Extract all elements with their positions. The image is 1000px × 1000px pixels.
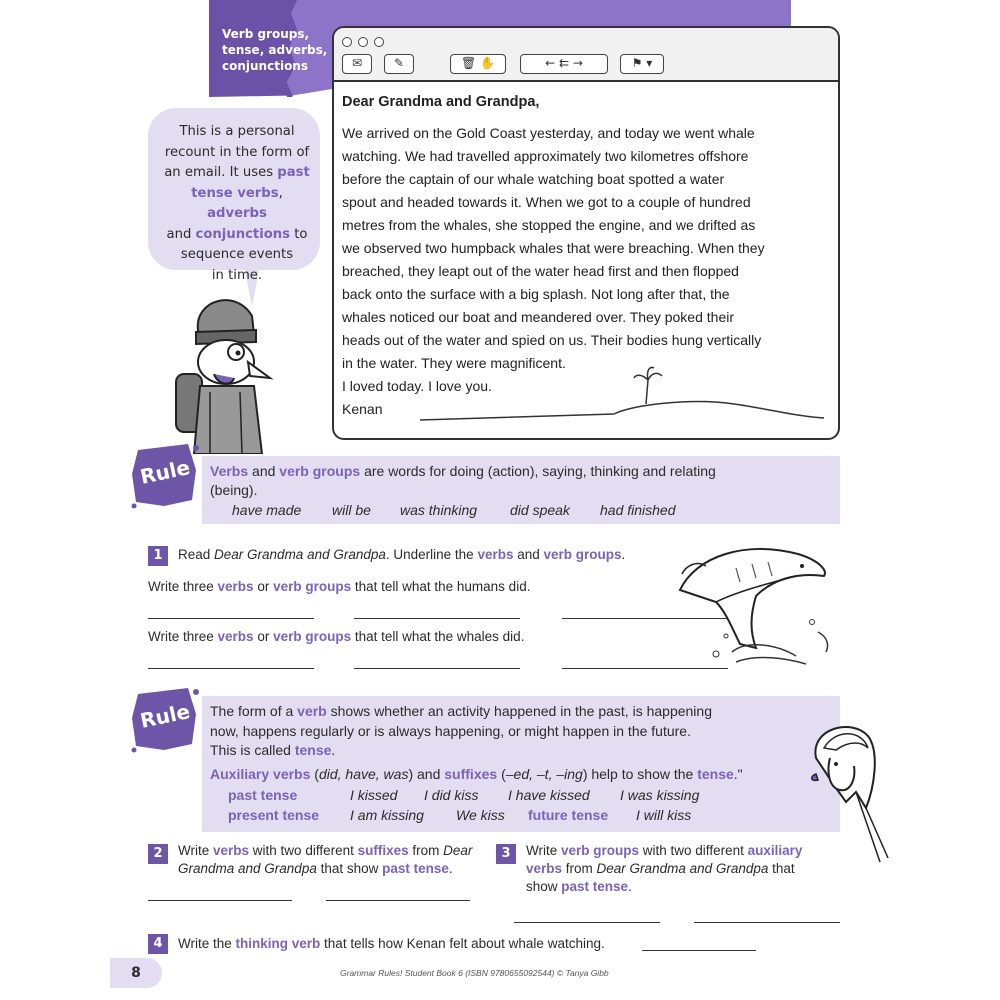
unit-number: 1	[150, 42, 187, 102]
question-number: 1	[148, 546, 168, 566]
forward-icon[interactable]: →	[572, 56, 583, 70]
tense-example: I have kissed	[508, 787, 590, 803]
unit-topic-line: tense, adverbs,	[222, 43, 328, 57]
tense-example: I kissed	[350, 787, 398, 803]
page-number: 8	[110, 958, 162, 988]
rule-example: had finished	[600, 502, 676, 518]
tense-example: I am kissing	[350, 807, 424, 823]
rule-example: was thinking	[400, 502, 478, 518]
email-body-line: breached, they leapt out of the water head first and then flopped	[342, 263, 739, 279]
question-number: 3	[496, 844, 516, 864]
question-1-whales-prompt: Write three verbs or verb groups that tell what the whales did.	[148, 629, 525, 644]
tense-label-future: future tense	[528, 807, 609, 823]
reply-all-icon[interactable]: ⇇	[558, 56, 570, 70]
rule-text-tense: The form of a verb shows whether an activity happened in the past, is happening now, happens regularly or is always happening, or might happen in the future. This is called tense. Auxiliary verbs (did, have, was) and suffixes (–ed, –t, –ing) help to show the tense."	[210, 703, 743, 782]
email-window	[332, 26, 840, 440]
question-2-text: Write verbs with two different suffixes from Dear Grandma and Grandpa that show past tense.	[178, 843, 473, 876]
answer-line[interactable]	[354, 618, 520, 619]
answer-line[interactable]	[354, 668, 520, 669]
flag-icon[interactable]: ⚑ ▾	[620, 54, 664, 74]
worksheet-page	[110, 0, 890, 1000]
rule-example: have made	[232, 502, 302, 518]
rule-badge	[130, 440, 200, 510]
copyright-credit: Grammar Rules! Student Book 6 (ISBN 9780655092544) © Tanya Gibb	[340, 968, 609, 978]
girl-illustration	[796, 718, 890, 862]
email-body-line: in the water. They were magnificent.	[342, 355, 566, 371]
reply-group	[520, 54, 608, 74]
email-toolbar	[334, 28, 838, 82]
tense-label-present: present tense	[228, 807, 320, 823]
email-greeting: Dear Grandma and Grandpa,	[342, 94, 540, 110]
email-body-line: metres from the whales, she stopped the engine, and we drifted as	[342, 217, 756, 233]
email-body-line: whales noticed our boat and meandered over. They poked their	[342, 309, 734, 325]
rule-badge	[130, 684, 200, 754]
window-close-icon[interactable]	[342, 37, 352, 47]
bubble-text: This is a personal recount in the form of an email. It uses past tense verbs, adverbs and conjunctions to sequence events in time.	[164, 124, 310, 283]
answer-line[interactable]	[326, 900, 470, 901]
tense-example: I did kiss	[424, 787, 479, 803]
question-1-humans-prompt: Write three verbs or verb groups that tell what the humans did.	[148, 579, 531, 594]
tense-example: We kiss	[456, 807, 505, 823]
rule-badge-label: Rule	[138, 699, 193, 733]
rule-text-verbs: Verbs and verb groups are words for doing (action), saying, thinking and relating (being).	[210, 463, 716, 498]
question-number: 4	[148, 934, 168, 954]
thumbs-down-icon[interactable]: ✋	[480, 56, 495, 70]
unit-label: Unit	[124, 11, 168, 41]
rule-example: did speak	[510, 502, 570, 518]
question-3-text: Write verb groups with two different auxiliary verbs from Dear Grandma and Grandpa that show past tense.	[526, 843, 803, 894]
unit-topic-line: conjunctions	[222, 59, 308, 73]
trash-icon[interactable]: 🗑	[460, 56, 477, 70]
email-signature: Kenan	[342, 401, 383, 417]
tense-example: I will kiss	[636, 807, 692, 823]
email-body-line: we observed two humpback whales that were breaching. When they	[342, 240, 765, 256]
island-sketch	[414, 358, 834, 428]
email-body-line: spout and headed towards it. When we got to a couple of hundred	[342, 194, 751, 210]
email-body-line: watching. We had travelled approximately two kilometres offshore	[342, 148, 749, 164]
answer-line[interactable]	[148, 900, 292, 901]
email-body-line: before the captain of our whale watching boat spotted a water	[342, 171, 725, 187]
window-minimize-icon[interactable]	[358, 37, 368, 47]
email-body-line: back onto the surface with a big splash. Not long after that, the	[342, 286, 730, 302]
delete-junk-group	[450, 54, 506, 74]
tense-label-past: past tense	[228, 787, 298, 803]
window-zoom-icon[interactable]	[374, 37, 384, 47]
email-closing: I loved today. I love you.	[342, 378, 492, 394]
whale-illustration	[676, 536, 836, 668]
envelope-icon[interactable]: ✉	[342, 54, 372, 74]
question-number: 2	[148, 844, 168, 864]
answer-line[interactable]	[148, 668, 314, 669]
rule-badge-label: Rule	[138, 455, 193, 489]
answer-line[interactable]	[514, 922, 660, 923]
boy-illustration	[170, 282, 280, 454]
unit-topic-line: Verb groups,	[222, 27, 310, 41]
compose-icon[interactable]: ✎	[384, 54, 414, 74]
email-body-line: heads out of the water and spied on us. Their bodies hung vertically	[342, 332, 762, 348]
answer-line[interactable]	[148, 618, 314, 619]
question-4-text: Write the thinking verb that tells how Kenan felt about whale watching.	[178, 936, 605, 951]
email-body-line: We arrived on the Gold Coast yesterday, and today we went whale	[342, 125, 755, 141]
question-1-text: Read Dear Grandma and Grandpa. Underline the verbs and verb groups.	[178, 547, 626, 562]
reply-icon[interactable]: ←	[545, 56, 556, 70]
unit-topic	[222, 26, 332, 74]
answer-line[interactable]	[694, 922, 840, 923]
tense-example: I was kissing	[620, 787, 700, 803]
rule-example: will be	[332, 502, 371, 518]
answer-line[interactable]	[562, 668, 728, 669]
answer-line[interactable]	[642, 950, 756, 951]
